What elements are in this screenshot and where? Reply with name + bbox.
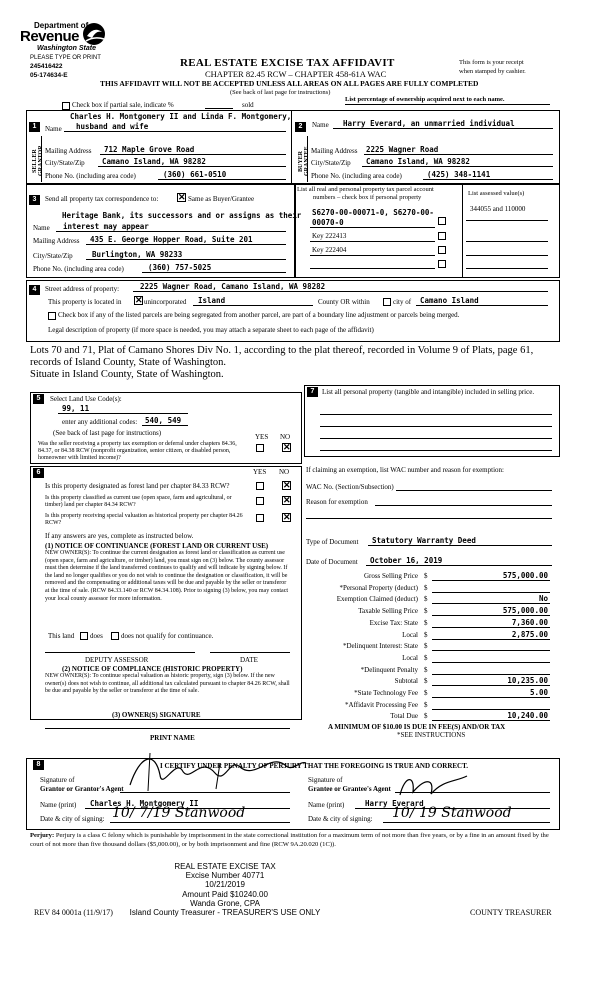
personal-property-label: List all personal property (tangible and intangible) included in selling price.: [322, 388, 535, 396]
tax-row-currency: $: [424, 595, 428, 604]
sec5-no: NO: [280, 433, 291, 441]
legal-line-3: Situate in Island County, State of Washington.: [30, 369, 224, 380]
legal-line-1: Lots 70 and 71, Plat of Camano Shores Div No. 1, according to the plat thereof, recorded in Volume 9 of Plats, page 61,: [30, 345, 534, 356]
seller-phone-label: Phone No. (including area code): [45, 172, 136, 180]
form-title: REAL ESTATE EXCISE TAX AFFIDAVIT: [180, 57, 395, 69]
segregated-checkbox[interactable]: [48, 312, 56, 320]
forest-land-q: Is this property designated as forest land per chapter 84.33 RCW?: [45, 482, 230, 490]
parcel-2: Key 222413: [312, 232, 347, 240]
compliance-title: (2) NOTICE OF COMPLIANCE (HISTORIC PROPERTY): [62, 665, 243, 673]
tax-row-currency: $: [424, 572, 428, 580]
county-or-label: County OR within: [318, 298, 370, 306]
tax-row-label: Local: [402, 653, 418, 662]
correspondence-city: Burlington, WA 98233: [92, 250, 183, 259]
stamp-line-2: Excise Number 40771: [185, 871, 265, 881]
tax-row-label: Total Due: [390, 712, 418, 721]
ownership-list-label: List percentage of ownership acquired next to each name.: [345, 96, 505, 103]
dept-of: Department of: [34, 21, 89, 30]
receipt-note-1: This form is your receipt: [459, 59, 524, 66]
correspondence-phone: (360) 757-5025: [148, 263, 212, 272]
forest-yes-checkbox[interactable]: [256, 482, 264, 490]
grantor-sig-label-1: Signature of: [40, 776, 75, 784]
county-value: Island: [198, 296, 226, 305]
tax-row-label: Gross Selling Price: [363, 572, 418, 580]
treasurer-stamp: [125, 862, 325, 917]
form-subtitle: CHAPTER 82.45 RCW – CHAPTER 458-61A WAC: [205, 69, 387, 79]
tax-row-value: 10,235.00: [507, 676, 548, 686]
street-value: 2225 Wagner Road, Camano Island, WA 98282: [140, 282, 326, 291]
grantee-date-label: Date & city of signing:: [308, 815, 373, 823]
tax-row-currency: $: [424, 653, 428, 662]
tax-row-value: 575,000.00: [502, 606, 548, 616]
treasurer-only-label: - TREASURER'S USE ONLY: [217, 908, 321, 918]
section-5-number: 5: [33, 394, 44, 404]
sec6-no: NO: [279, 468, 290, 476]
dept-revenue: Revenue: [20, 28, 80, 45]
correspondence-phone-label: Phone No. (including area code): [33, 265, 124, 273]
sold-label: sold: [242, 101, 254, 109]
perjury-text: Perjury is a class C felony which is punishable by imprisonment in the state correctional institution for a maximum term of not more than five years, or by a fine in an amount fixed by the court of not more than five thousand dollars ($5,000.00), or by both imprisonment and fine (RCW 9A.20.020 (1C)).: [30, 832, 549, 848]
segregated-label: Check box if any of the listed parcels are being segregated from another parcel, are part of a boundary line adjustment or parcels being merged.: [58, 311, 460, 319]
grantor-sig-label-2: Grantor or Grantor's Agent: [40, 785, 124, 793]
section-1-number: 1: [29, 122, 40, 132]
tax-row-value: 10,240.00: [507, 711, 548, 721]
continuance-body: NEW OWNER(S): To continue the current designation as forest land or classification as current use (open space, farm and agriculture, or timber) land, you must sign on (3) below. The county assessor must then determine if the land transferred continues to qualify and will indicate by signing below. If the land no longer qualifies or you do not wish to continue the designation or classification, it will be removed and the compensating or additional taxes will be due and payable by the seller or transferor at the time of sale. (RCW 84.33.140 or RCW 84.34.108). Prior to signing (3) below, you may contact your local county assessor for more information.: [45, 550, 289, 602]
legal-line-2: records of Island County, State of Washington.: [30, 357, 226, 368]
tax-row-label: Exemption Claimed (deduct): [336, 595, 418, 604]
located-label: This property is located in: [48, 298, 122, 306]
city-value: Camano Island: [420, 296, 479, 305]
section-2-number: 2: [295, 122, 306, 132]
grantor-date-label: Date & city of signing:: [40, 815, 105, 823]
historic-yes-checkbox[interactable]: [256, 514, 264, 522]
doc-type-label: Type of Document: [306, 538, 359, 546]
county-treasurer-label: COUNTY TREASURER: [470, 908, 552, 917]
parcel-header-2: numbers – check box if personal property: [313, 194, 422, 201]
seller-name: Charles H. Montgomery II and Linda F. Montgomery,: [70, 112, 292, 121]
stamp-line-4: Amount Paid $10240.00: [182, 889, 268, 899]
parcel-4-personal-checkbox[interactable]: [438, 260, 446, 268]
tax-row-currency: $: [424, 642, 428, 651]
grantor-date-city: 10/ 7/19 Stanwood: [112, 805, 246, 821]
does-not-label: does not qualify for continuance.: [121, 632, 214, 640]
tax-row-label: *Delinquent Interest: State: [342, 642, 418, 651]
perjury-statement: [30, 832, 560, 849]
section-6-number: 6: [33, 468, 44, 478]
buyer-mailing-label: Mailing Address: [311, 147, 358, 155]
exemption-question: Was the seller receiving a property tax exemption or deferral under chapters 84.36, 84.37, or 84.38 RCW (nonprofit organization, senior citizen, or disabled person, homeowner with limited income)?: [38, 441, 237, 461]
tax-row-currency: $: [424, 677, 428, 686]
reason-label: Reason for exemption: [306, 498, 368, 506]
wac-label: WAC No. (Section/Subsection): [306, 483, 394, 491]
parcel-3: Key 222404: [312, 246, 347, 254]
seller-city-label: City/State/Zip: [45, 159, 85, 167]
tax-row-label: *Personal Property (deduct): [339, 583, 418, 592]
current-use-q: Is this property classified as current use (open space, farm and agricultural, or timber) land per chapter 84.34 RCW?: [45, 495, 232, 508]
current-use-yes-checkbox[interactable]: [256, 497, 264, 505]
tax-row-value: 5.00: [529, 688, 548, 697]
correspondence-city-label: City/State/Zip: [33, 252, 73, 260]
seller-side-label: SELLER: [32, 149, 38, 173]
send-correspondence-label: Send all property tax correspondence to:: [45, 195, 159, 203]
unincorporated-checkbox[interactable]: ✕: [135, 295, 143, 305]
section-3-number: 3: [29, 195, 40, 205]
grantor-signature: [120, 745, 310, 795]
form-number: 245416422: [30, 63, 63, 70]
dept-state: Washington State: [37, 45, 96, 52]
correspondence-name-2: interest may appear: [63, 222, 149, 231]
grantee-name-print-label: Name (print): [308, 801, 345, 809]
if-yes-label: If any answers are yes, complete as instructed below.: [45, 532, 194, 540]
tax-row-value: 575,000.00: [502, 571, 548, 580]
grantor-name-print: Charles H. Montgomery II: [90, 799, 199, 808]
buyer-phone-label: Phone No. (including area code): [311, 172, 402, 180]
deputy-assessor-label: DEPUTY ASSESSOR: [85, 656, 149, 664]
seller-city: Camano Island, WA 98282: [102, 157, 206, 166]
does-label: does: [90, 632, 103, 640]
legal-description-label: Legal description of property (if more space is needed, you may attach a separate sheet to each page of the affidavit): [48, 326, 374, 334]
compliance-body: NEW OWNER(S): To continue special valuation as historic property, sign (3) below. If the new owner(s) does not wish to continue, all additional tax calculated pursuant to chapter 84.26 RCW, shall be due and payable by the seller or transferor at the time of sale.: [45, 673, 290, 695]
please-type: PLEASE TYPE OR PRINT: [30, 55, 101, 61]
doc-date-value: October 16, 2019: [370, 556, 443, 565]
tax-row-value: 2,875.00: [511, 629, 548, 639]
tax-row-currency: $: [424, 630, 428, 639]
tax-row-label: *Affidavit Processing Fee: [345, 700, 418, 709]
buyer-name-label: Name: [312, 121, 329, 129]
assessed-header: List assessed value(s): [468, 190, 525, 197]
tax-row-label: Taxable Selling Price: [358, 607, 418, 616]
section-8-number: 8: [33, 760, 44, 770]
does-checkbox[interactable]: [80, 632, 88, 640]
parcel-3-personal-checkbox[interactable]: [438, 246, 446, 254]
buyer-side-label: BUYER: [298, 150, 304, 172]
tax-row-label: *State Technology Fee: [354, 689, 418, 697]
form-id: 05-174634-E: [30, 72, 68, 79]
grantee-name-print: Harry Everard: [365, 799, 424, 808]
land-use-see-back: (See back of last page for instructions): [53, 429, 162, 437]
seller-phone: (360) 661-0510: [163, 170, 227, 179]
buyer-phone: (425) 348-1141: [427, 170, 491, 179]
grantee-sig-label-2: Grantee or Grantee's Agent: [308, 785, 391, 793]
tax-row-currency: $: [424, 618, 428, 627]
partial-sale-label: Check box if partial sale, indicate %: [72, 101, 174, 109]
parcel-1: S6270-00-00071-0, S6270-00-: [312, 208, 434, 217]
correspondence-mailing: 435 E. George Hopper Road, Suite 201: [90, 235, 253, 244]
additional-codes-label: enter any additional codes:: [62, 418, 138, 426]
tax-row-currency: $: [424, 607, 428, 616]
correspondence-name-label: Name: [33, 224, 50, 232]
seller-name-2: husband and wife: [76, 122, 149, 131]
date-label: DATE: [240, 656, 258, 664]
stamp-line-5: Wanda Grone, CPA: [190, 898, 260, 908]
tax-row-currency: $: [424, 700, 428, 709]
street-label: Street address of property:: [45, 285, 120, 293]
seller-mailing: 712 Maple Grove Road: [104, 145, 195, 154]
sec5-no-checkbox[interactable]: ✕: [283, 442, 291, 452]
partial-sale-checkbox[interactable]: [62, 102, 70, 110]
parcel-2-personal-checkbox[interactable]: [438, 232, 446, 240]
tax-row-value: 7,360.00: [511, 617, 548, 627]
doc-date-label: Date of Document: [306, 558, 358, 566]
tax-row-label: *Delinquent Penalty: [360, 665, 418, 674]
rev-form-number: REV 84 0001a (11/9/17): [34, 908, 113, 917]
historic-q: Is this property receiving special valuation as historical property per chapter 84.26 RCW?: [45, 513, 243, 526]
sec5-yes: YES: [255, 433, 269, 441]
buyer-city: Camano Island, WA 98282: [366, 157, 470, 166]
seller-mailing-label: Mailing Address: [45, 147, 92, 155]
this-land-label: This land: [48, 632, 75, 640]
tax-row-currency: $: [424, 712, 428, 721]
minimum-note: A MINIMUM OF $10.00 IS DUE IN FEE(S) AND/OR TAX: [328, 723, 506, 731]
parcel-header-1: List all real and personal property tax parcel account: [297, 186, 434, 193]
see-instructions: *SEE INSTRUCTIONS: [397, 731, 466, 739]
additional-codes-value: 540, 549: [145, 416, 182, 425]
tax-row-currency: $: [424, 665, 428, 674]
does-not-checkbox[interactable]: [111, 632, 119, 640]
land-use-label: Select Land Use Code(s):: [50, 395, 122, 403]
seller-name-label: Name: [45, 125, 62, 133]
city-of-label: city of: [393, 298, 412, 306]
tax-row-currency: $: [424, 583, 428, 592]
grantee-signature: [395, 770, 475, 800]
city-of-checkbox[interactable]: [383, 298, 391, 306]
tax-row-label: Local: [402, 630, 418, 639]
same-as-buyer-label: Same as Buyer/Grantee: [188, 195, 255, 203]
same-as-buyer-checkbox[interactable]: ✕: [178, 192, 186, 202]
buyer-name: Harry Everard, an unmarried individual: [343, 119, 515, 128]
tax-row-label: Subtotal: [394, 677, 418, 686]
tax-row-value: No: [538, 594, 548, 604]
correspondence-mailing-label: Mailing Address: [33, 237, 80, 245]
owner-signature-label: (3) OWNER(S) SIGNATURE: [112, 711, 201, 719]
perjury-label: Perjury:: [30, 832, 55, 839]
historic-no-checkbox[interactable]: ✕: [283, 512, 291, 522]
stamp-line-3: 10/21/2019: [204, 880, 246, 890]
continuance-title: (1) NOTICE OF CONTINUANCE (FOREST LAND OR CURRENT USE): [45, 542, 269, 550]
print-name-label: PRINT NAME: [150, 734, 195, 742]
receipt-note-2: when stamped by cashier.: [459, 68, 526, 75]
sec5-yes-checkbox[interactable]: [256, 444, 264, 452]
grantee-sig-label-1: Signature of: [308, 776, 343, 784]
grantor-name-print-label: Name (print): [40, 801, 77, 809]
tax-row-currency: $: [424, 689, 428, 697]
section-4-number: 4: [29, 285, 40, 295]
assessed-1: 344055 and 110000: [470, 205, 526, 213]
form-warning: THIS AFFIDAVIT WILL NOT BE ACCEPTED UNLESS ALL AREAS ON ALL PAGES ARE FULLY COMPLETED: [100, 79, 479, 88]
current-use-no-checkbox[interactable]: ✕: [283, 495, 291, 505]
parcel-1-personal-checkbox[interactable]: [438, 217, 446, 225]
unincorporated-label: unincorporated: [144, 298, 187, 306]
section-7-number: 7: [307, 387, 318, 397]
see-back-note: (See back of last page for instructions): [230, 89, 331, 96]
doc-type-value: Statutory Warranty Deed: [372, 536, 476, 545]
forest-no-checkbox[interactable]: ✕: [283, 480, 291, 490]
grantee-date-city: 10/ 19 Stanwood: [392, 805, 512, 821]
land-use-value: 99, 11: [62, 404, 90, 413]
tax-row-label: Excise Tax: State: [369, 618, 418, 627]
buyer-mailing: 2225 Wagner Road: [366, 145, 439, 154]
sec6-yes: YES: [253, 468, 267, 476]
parcel-1b: 00070-0: [312, 218, 344, 227]
exemption-label: If claiming an exemption, list WAC number and reason for exemption:: [306, 466, 504, 474]
certify-statement: I CERTIFY UNDER PENALTY OF PERJURY THAT THE FOREGOING IS TRUE AND CORRECT.: [160, 762, 469, 770]
buyer-city-label: City/State/Zip: [311, 159, 351, 167]
correspondence-name: Heritage Bank, its successors and or assigns as their: [62, 211, 302, 220]
stamp-line-1: REAL ESTATE EXCISE TAX: [174, 862, 276, 871]
stamp-line-6: Island County Treasurer: [129, 908, 216, 918]
